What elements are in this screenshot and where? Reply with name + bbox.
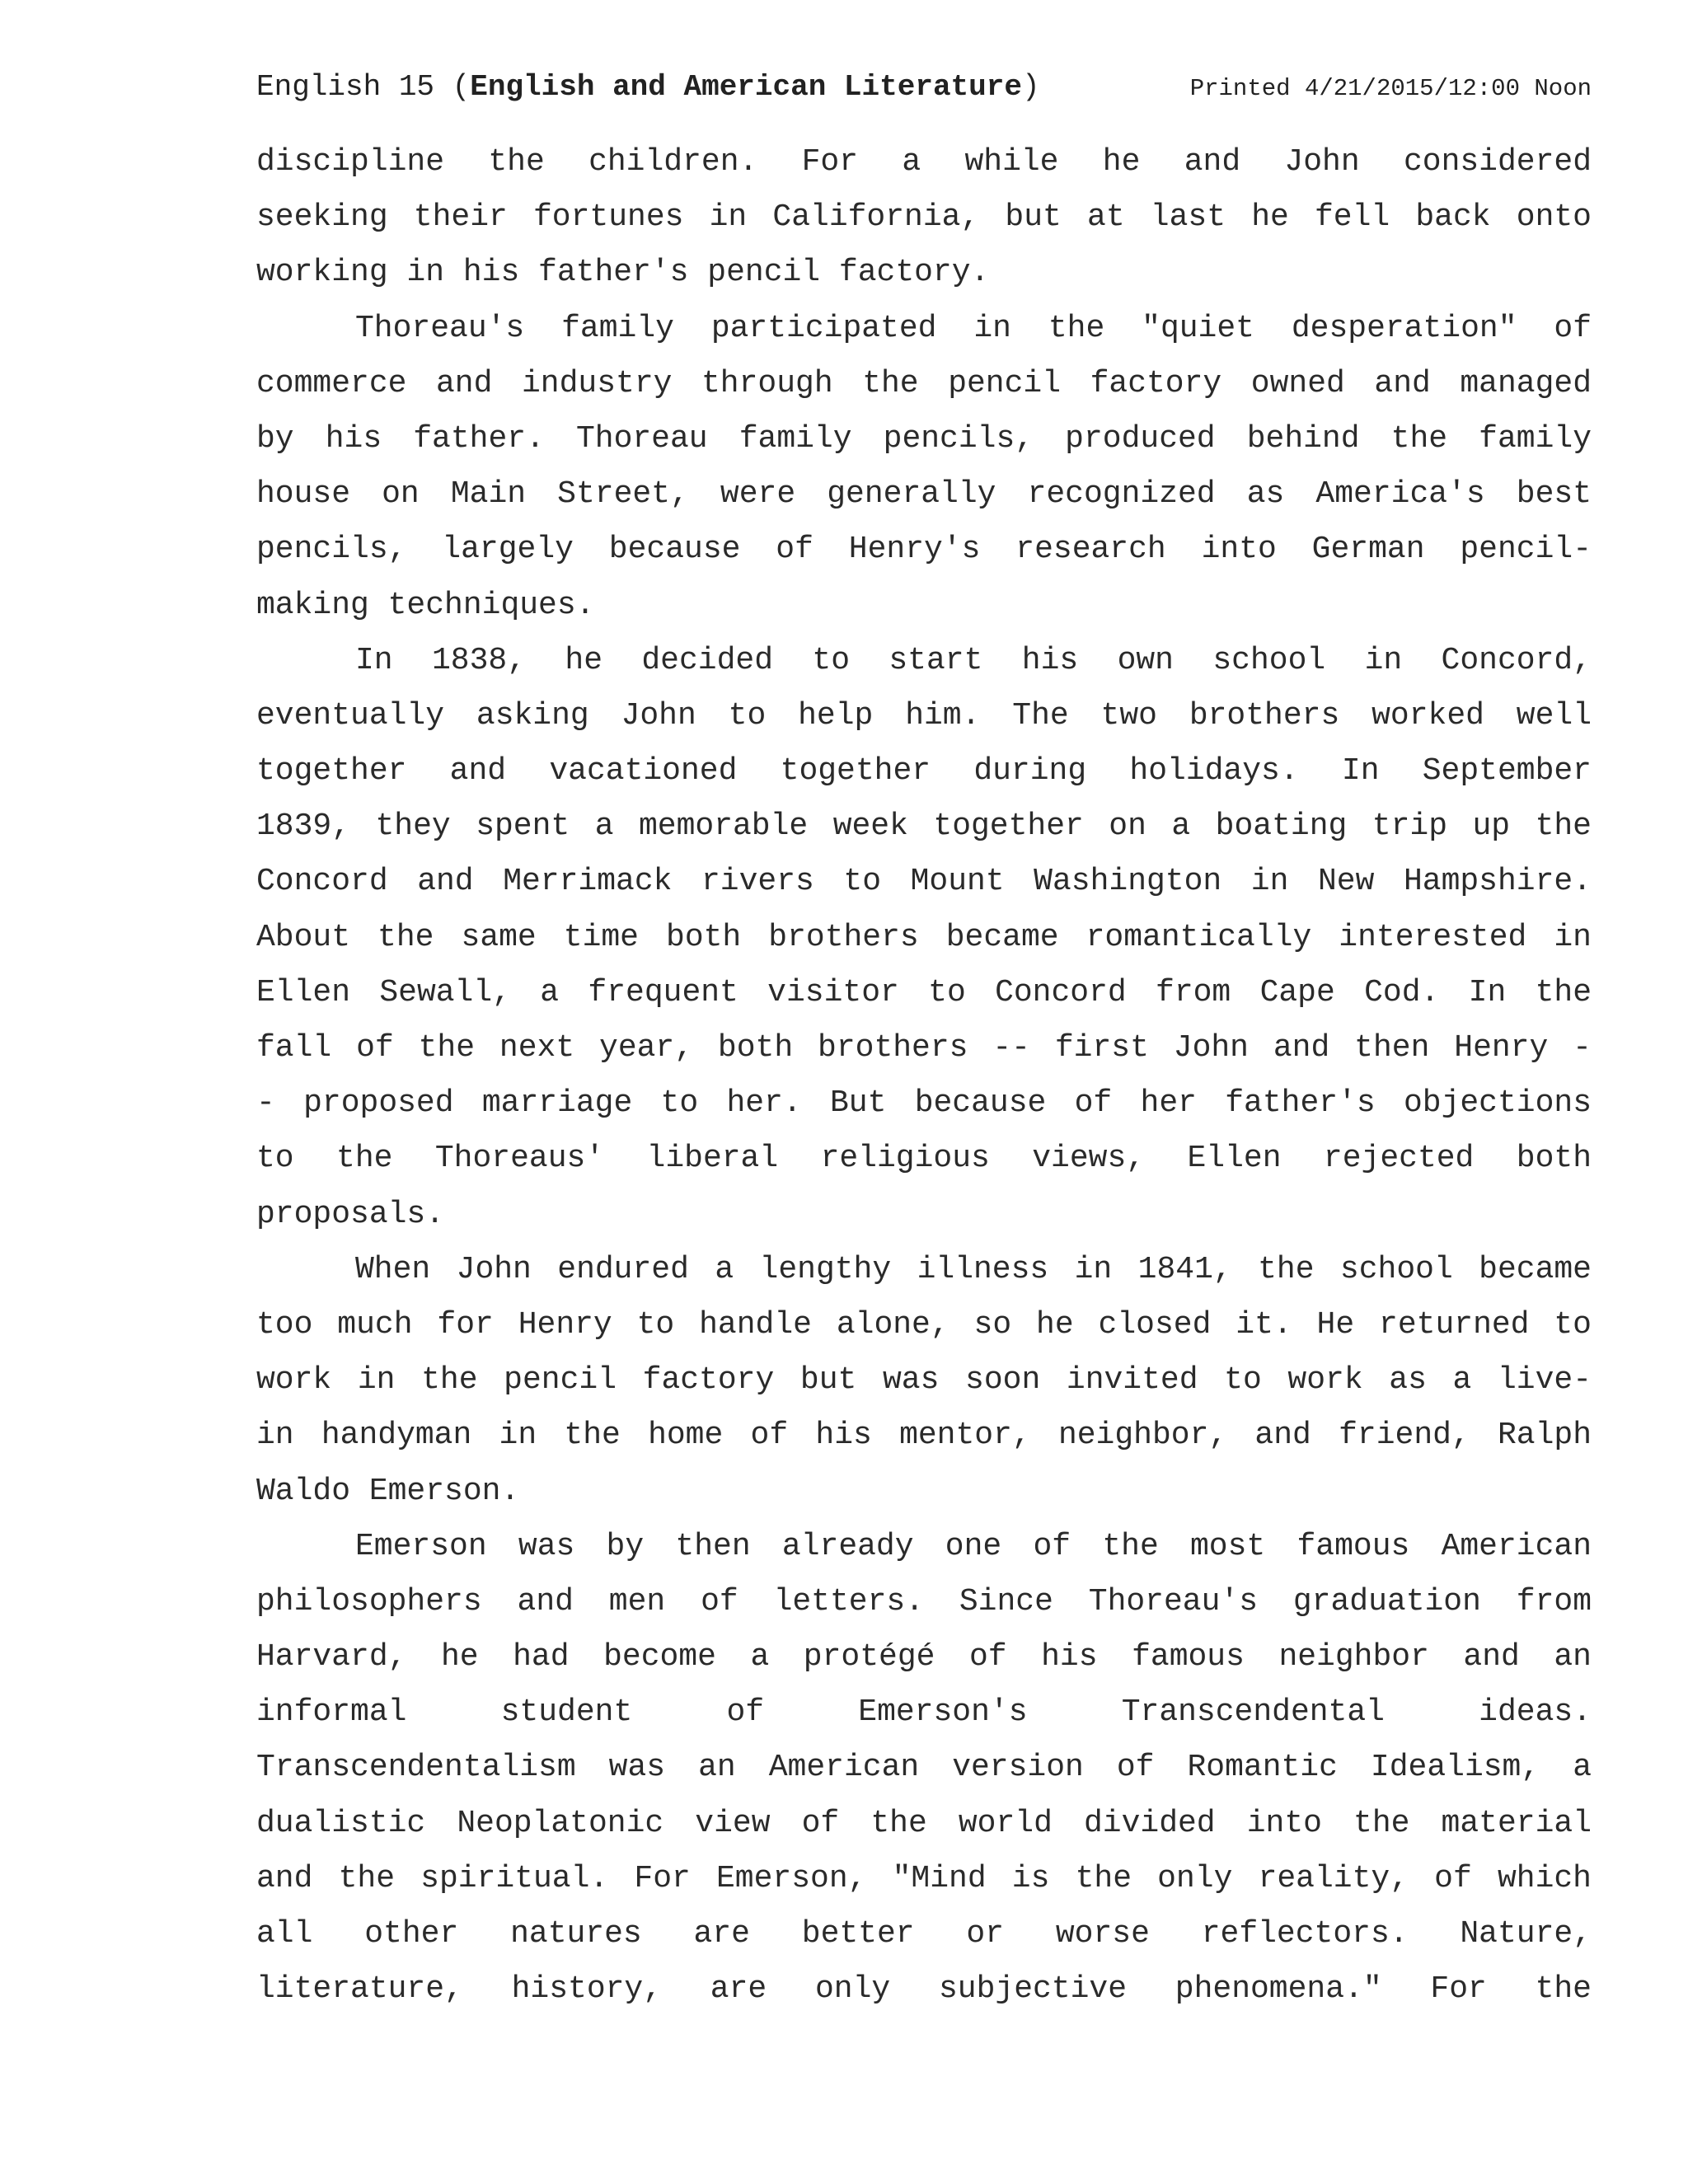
text-line: too much for Henry to handle alone, so he closed it. He returned to [256,1306,1592,1343]
text-line: discipline the children. For a while he and John considered [256,144,1592,180]
course-title-bold: English and American Literature [470,70,1022,104]
text-line: making techniques. [256,587,595,623]
text-line: Transcendentalism was an American version of Romantic Idealism, a [256,1750,1592,1786]
text-line: Emerson was by then already one of the most famous American [355,1528,1592,1564]
text-line: literature, history, are only subjective phenomena." For the [256,1971,1592,2008]
body-text [256,134,1592,2017]
text-line: When John endured a lengthy illness in 1841, the school became [355,1251,1592,1287]
text-line: dualistic Neoplatonic view of the world divided into the material [256,1805,1592,1841]
text-line: pencils, largely because of Henry's research into German pencil- [256,532,1592,568]
course-title-prefix: English 15 ( [256,70,471,104]
course-title [256,69,1040,105]
text-line: seeking their fortunes in California, but at last he fell back onto [256,199,1592,236]
text-line: philosophers and men of letters. Since Thoreau's graduation from [256,1583,1592,1619]
text-line: 1839, they spent a memorable week together on a boating trip up the [256,808,1592,845]
text-line: informal student of Emerson's Transcendental ideas. [256,1694,1592,1731]
text-line: and the spiritual. For Emerson, "Mind is the only reality, of which [256,1860,1592,1896]
course-title-suffix: ) [1021,70,1040,104]
text-line: all other natures are better or worse reflectors. Nature, [256,1916,1592,1952]
text-line: Waldo Emerson. [256,1473,520,1509]
page-header [256,69,1592,110]
text-line: together and vacationed together during holidays. In September [256,753,1592,790]
text-line: by his father. Thoreau family pencils, produced behind the family [256,420,1592,457]
text-line: commerce and industry through the pencil factory owned and managed [256,365,1592,401]
text-line: Harvard, he had become a protégé of his famous neighbor and an [256,1639,1592,1675]
text-line: in handyman in the home of his mentor, neighbor, and friend, Ralph [256,1418,1592,1454]
text-line: Concord and Merrimack rivers to Mount Washington in New Hampshire. [256,864,1592,900]
text-line: Thoreau's family participated in the "quiet desperation" of [355,310,1592,346]
text-line: to the Thoreaus' liberal religious views, Ellen rejected both [256,1141,1592,1177]
text-line: In 1838, he decided to start his own school in Concord, [355,642,1592,678]
print-date: Printed 4/21/2015/12:00 Noon [1189,75,1592,102]
text-line: work in the pencil factory but was soon invited to work as a live- [256,1362,1592,1399]
text-line: About the same time both brothers became romantically interested in [256,919,1592,955]
text-line: working in his father's pencil factory. [256,255,990,291]
text-line: fall of the next year, both brothers -- first John and then Henry - [256,1030,1592,1066]
text-line: house on Main Street, were generally recognized as America's best [256,476,1592,513]
text-line: - proposed marriage to her. But because of her father's objections [256,1085,1592,1122]
text-line: proposals. [256,1196,445,1232]
text-line: eventually asking John to help him. The two brothers worked well [256,697,1592,733]
text-line: Ellen Sewall, a frequent visitor to Concord from Cape Cod. In the [256,974,1592,1010]
